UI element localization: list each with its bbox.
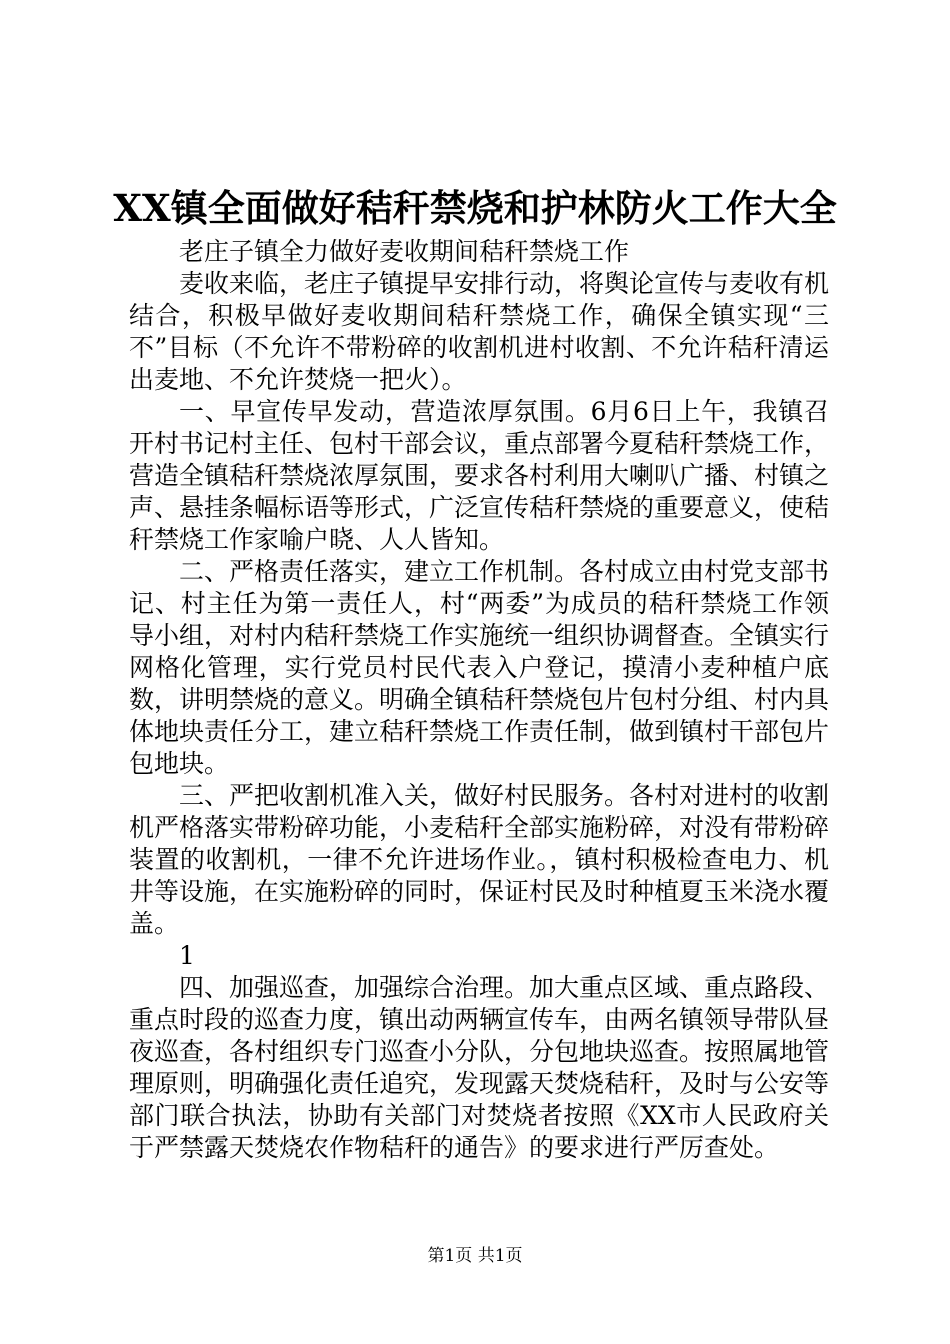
paragraph-section-1: 一、早宣传早发动，营造浓厚氛围。6月6日上午，我镇召开村书记村主任、包村干部会议，重点部署今夏秸秆禁烧工作，营造全镇秸秆禁烧浓厚氛围，要求各村利用大喇叭广播、村镇之声、悬挂条幅标语等形式，广泛宣传秸秆禁烧的重要意义，使秸秆禁烧工作家喻户晓、人人皆知。 (129, 397, 830, 554)
document-body (129, 236, 829, 1164)
paragraph-section-3: 三、严把收割机准入关，做好村民服务。各村对进村的收割机严格落实带粉碎功能，小麦秸秆全部实施粉碎，对没有带粉碎装置的收割机，一律不允许进场作业。，镇村积极检查电力、机井等设施，在实施粉碎的同时，保证村民及时种植夏玉米浇水覆盖。 (129, 781, 830, 938)
paragraph-intro: 麦收来临，老庄子镇提早安排行动，将舆论宣传与麦收有机结合，积极早做好麦收期间秸秆禁烧工作，确保全镇实现“三不”目标（不允许不带粉碎的收割机进村收割、不允许秸秆清运出麦地、不允许焚烧一把火）。 (129, 269, 830, 394)
paragraph-section-4: 四、加强巡查，加强综合治理。加大重点区域、重点路段、重点时段的巡查力度，镇出动两辆宣传车，由两名镇领导带队昼夜巡查，各村组织专门巡查小分队，分包地块巡查。按照属地管理原则，明确强化责任追究，发现露天焚烧秸秆，及时与公安等部门联合执法，协助有关部门对焚烧者按照《XX市人民政府关于严禁露天焚烧农作物秸秆的通告》的要求进行严厉查处。 (129, 973, 830, 1162)
paragraph-section-2: 二、严格责任落实，建立工作机制。各村成立由村党支部书记、村主任为第一责任人，村“两委”为成员的秸秆禁烧工作领导小组，对村内秸秆禁烧工作实施统一组织协调督查。全镇实行网格化管理，实行党员村民代表入户登记，摸清小麦种植户底数，讲明禁烧的意义。明确全镇秸秆禁烧包片包村分组、村内具体地块责任分工，建立秸秆禁烧工作责任制，做到镇村干部包片包地块。 (129, 557, 830, 778)
document-title: XX镇全面做好秸秆禁烧和护林防火工作大全 (113, 186, 837, 230)
inline-page-number: 1 (179, 941, 195, 970)
document-subtitle: 老庄子镇全力做好麦收期间秸秆禁烧工作 (179, 237, 630, 266)
page-footer: 第1页 共1页 (427, 1246, 523, 1266)
